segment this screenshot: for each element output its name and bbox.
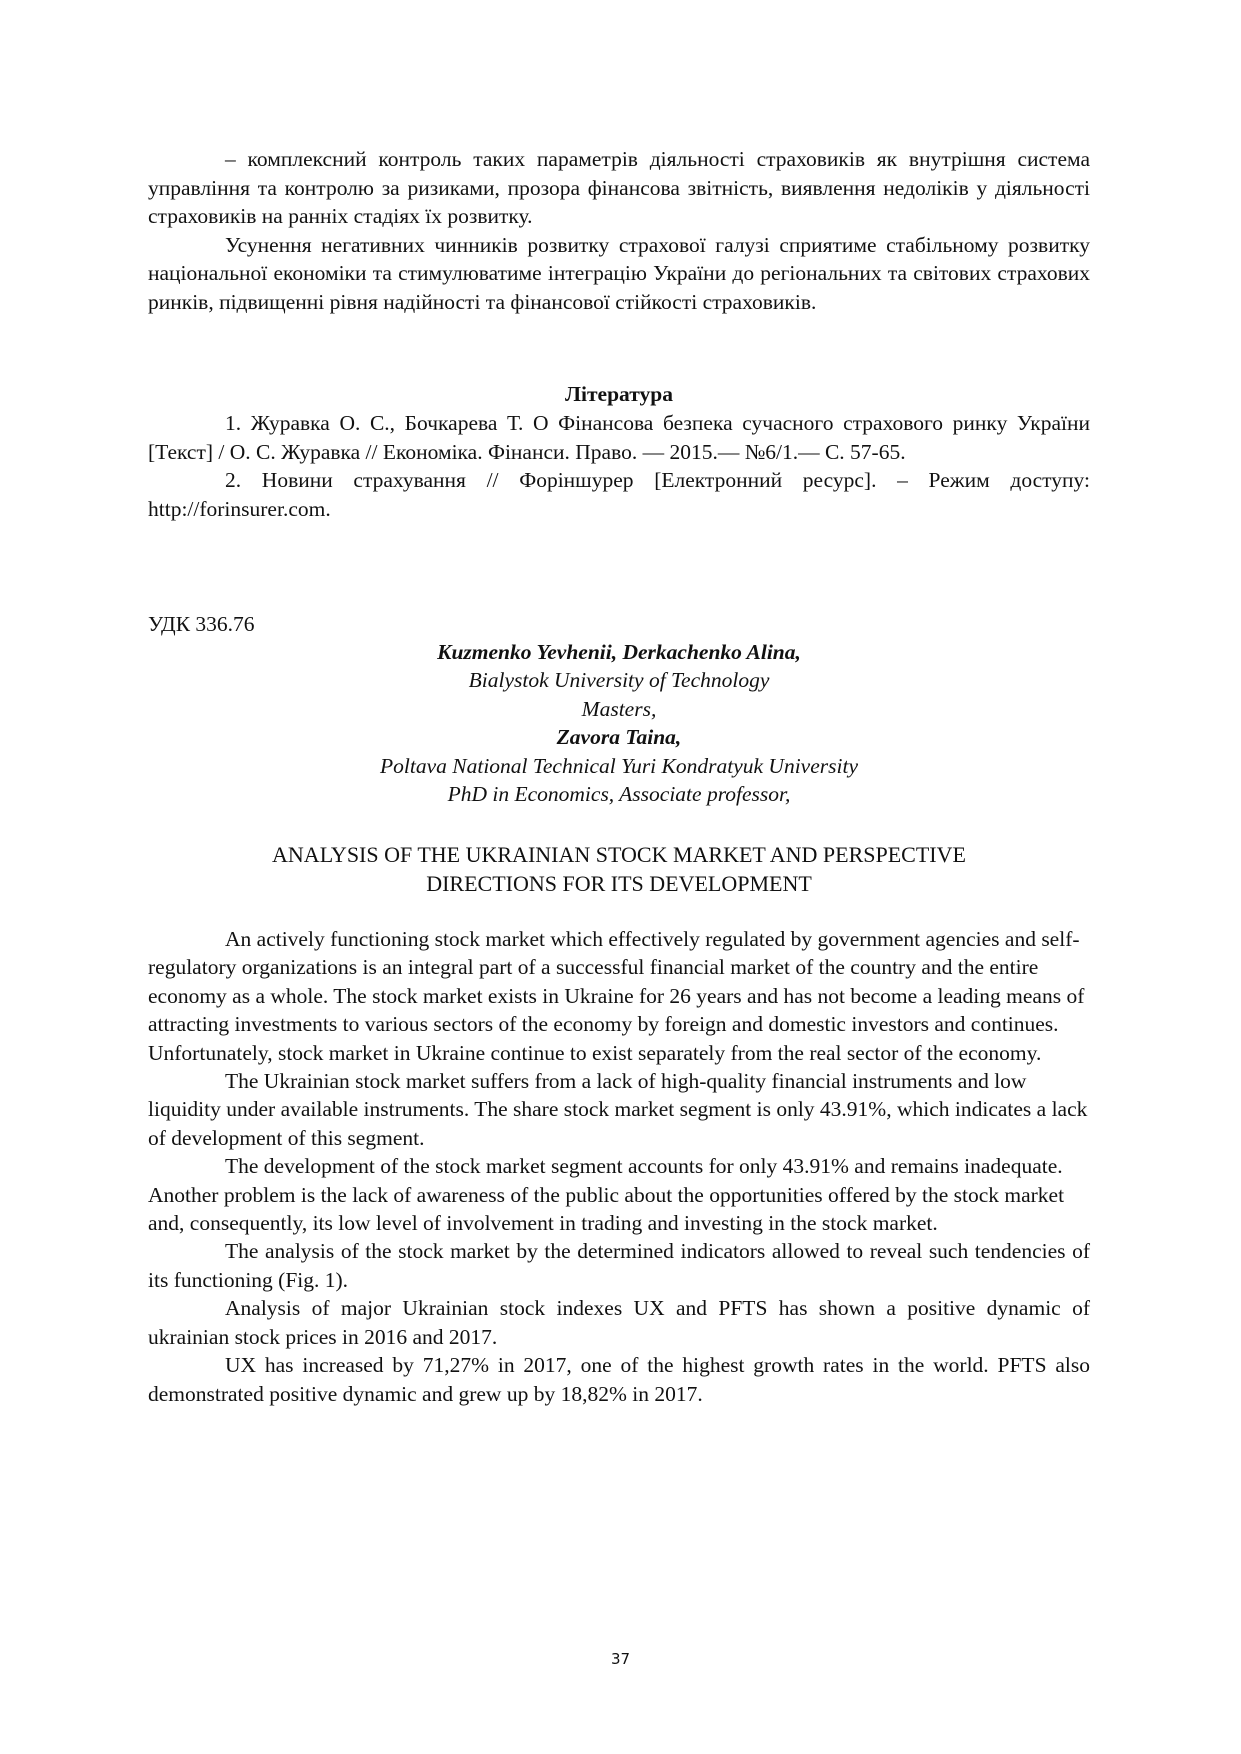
ua-paragraph: Усунення негативних чинників розвитку страхової галузі сприятиме стабільному розвитку національної економіки та стимулюватиме інтеграцію України до регіональних та світових страхових ринків, підвищенні рівня надійності та фінансової стійкості страховиків. xyxy=(148,232,1090,314)
body-paragraph: The analysis of the stock market by the determined indicators allowed to reveal such tendencies of its functioning (Fig. 1). xyxy=(148,1239,1090,1292)
author-block xyxy=(148,638,1090,808)
literature-heading: Література xyxy=(565,382,673,406)
article-body xyxy=(148,925,1090,1408)
author-affiliation: Bialystok University of Technology xyxy=(468,668,770,693)
body-paragraph: Analysis of major Ukrainian stock indexes UX and PFTS has shown a positive dynamic of ukrainian stock prices in 2016 and 2017. xyxy=(148,1296,1090,1349)
ua-section xyxy=(148,145,1090,317)
literature-item: 1. Журавка О. С., Бочкарева Т. О Фінансова безпека сучасного страхового ринку України [Текст] / О. С. Журавка // Економіка. Фінанси. Право. — 2015.— №6/1.— С. 57-65. xyxy=(148,411,1090,464)
author-degree: PhD in Economics, Associate professor, xyxy=(447,782,791,807)
literature-item: 2. Новини страхування // Форіншурер [Електронний ресурс]. – Режим доступу: http://forinsurer.com. xyxy=(148,468,1090,521)
ua-paragraph: – комплексний контроль таких параметрів діяльності страховиків як внутрішня система управління та контролю за ризиками, прозора фінансова звітність, виявлення недоліків у діяльності страховиків на ранніх стадіях їх розвитку. xyxy=(148,147,1090,229)
udk-code: УДК 336.76 xyxy=(148,612,255,636)
author-degree: Masters, xyxy=(581,696,657,721)
author-names: Kuzmenko Yevhenii, Derkachenko Alina, xyxy=(437,640,801,664)
author-name: Zavora Taina, xyxy=(556,725,682,750)
body-paragraph: UX has increased by 71,27% in 2017, one of the highest growth rates in the world. PFTS also demonstrated positive dynamic and grew up by 18,82% in 2017. xyxy=(148,1353,1090,1406)
body-paragraph: The Ukrainian stock market suffers from a lack of high-quality financial instruments and low liquidity under available instruments. The share stock market segment is only 43.91%, which indicates a lack of development of this segment. xyxy=(148,1069,1088,1150)
title-line: DIRECTIONS FOR ITS DEVELOPMENT xyxy=(426,871,812,896)
article-title xyxy=(148,840,1090,898)
literature-list xyxy=(148,409,1090,523)
author-affiliation: Poltava National Technical Yuri Kondratyuk University xyxy=(380,753,858,778)
page-number: 37 xyxy=(610,1650,631,1668)
body-paragraph: An actively functioning stock market which effectively regulated by government agencies and self-regulatory organizations is an integral part of a successful financial market of the country and the entire economy as a whole. The stock market exists in Ukraine for 26 years and has not become a leading means of attracting investments to various sectors of the economy by foreign and domestic investors and continues. Unfortunately, stock market in Ukraine continue to exist separately from the real sector of the economy. xyxy=(148,927,1085,1065)
title-line: ANALYSIS OF THE UKRAINIAN STOCK MARKET AND PERSPECTIVE xyxy=(272,842,966,867)
body-paragraph: The development of the stock market segment accounts for only 43.91% and remains inadequate. Another problem is the lack of awareness of the public about the opportunities offered by the stock market and, consequently, its low level of involvement in trading and investing in the stock market. xyxy=(148,1154,1065,1236)
